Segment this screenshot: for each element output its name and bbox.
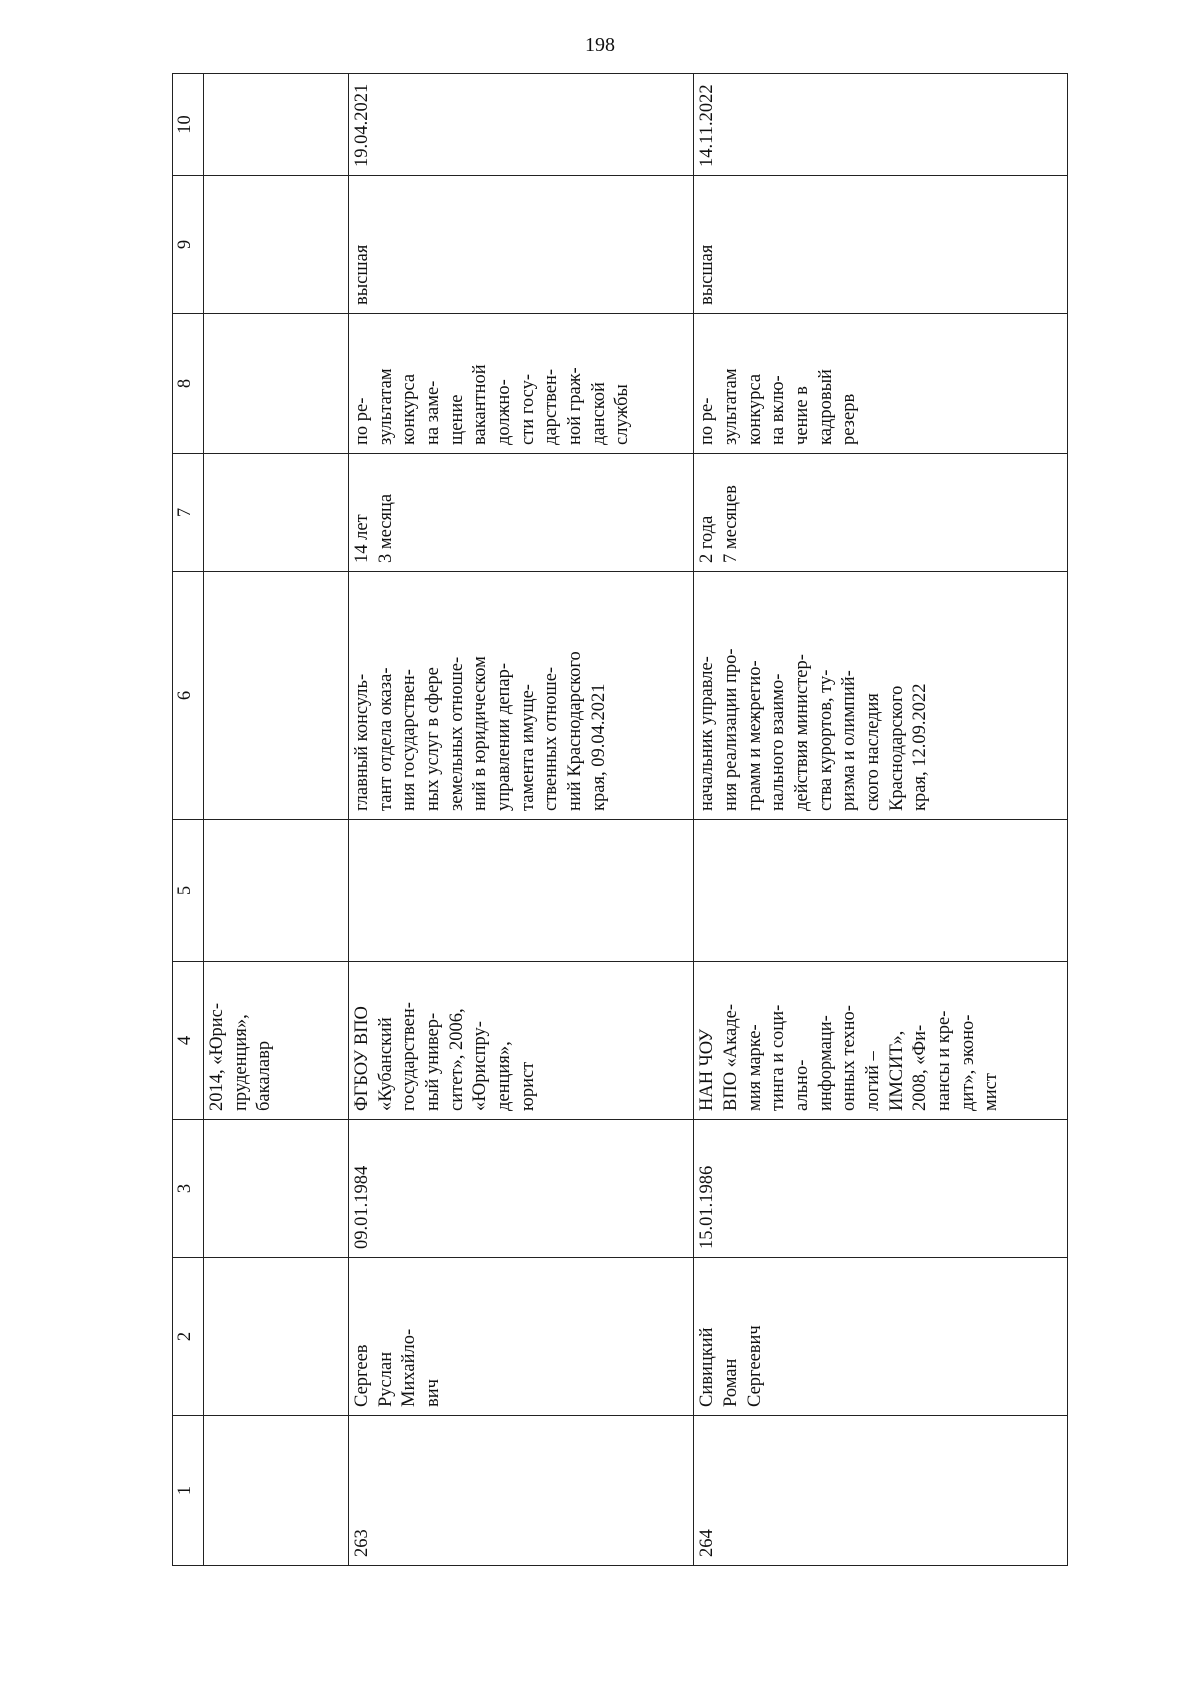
category: высшая: [349, 176, 694, 314]
column-header: 3: [173, 1120, 204, 1258]
table-cell: [204, 1258, 349, 1416]
row-number: 263: [349, 1416, 694, 1566]
appointment-basis: по ре- зультатам конкурса на вклю- чение в кадровый резерв: [694, 314, 1068, 454]
table-cell: [204, 74, 349, 176]
column-header: 5: [173, 820, 204, 962]
table-row: [349, 74, 694, 1566]
table-cell: [204, 314, 349, 454]
table-cell: [204, 1120, 349, 1258]
education: НАН ЧОУ ВПО «Акаде- мия марке- тинга и соци- ально- информаци- онных техно- логий – ИМСИТ», 2008, «Фи- нансы и кре- дит», эконо- мист: [694, 962, 1068, 1120]
date: 19.04.2021: [349, 74, 694, 176]
column-header: 7: [173, 454, 204, 572]
date: 14.11.2022: [694, 74, 1068, 176]
birth-date: 15.01.1986: [694, 1120, 1068, 1258]
table-cell: [204, 454, 349, 572]
birth-date: 09.01.1984: [349, 1120, 694, 1258]
appointment-basis: по ре- зультатам конкурса на заме- щение вакантной должно- сти госу- дарствен- ной граж- данской службы: [349, 314, 694, 454]
full-name: Сергеев Руслан Михайло- вич: [349, 1258, 694, 1416]
personnel-table: [172, 73, 1068, 1566]
table-cell: [204, 572, 349, 820]
column-number-row: [173, 74, 204, 1566]
column-header: 10: [173, 74, 204, 176]
education: ФГБОУ ВПО «Кубанский государствен- ный универ- ситет», 2006, «Юриспру- денция», юрист: [349, 962, 694, 1120]
position: главный консуль- тант отдела оказа- ния государствен- ных услуг в сфере земельных отноше- ний в юридическом управлении депар- тамента имуще- ственных отноше- ний Краснодарского края, 09.04.2021: [349, 572, 694, 820]
position: начальник управле- ния реализации про- грамм и межрегио- нального взаимо- действия министер- ства курортов, ту- ризма и олимпий- ского наследия Краснодарского края, 12.09.2022: [694, 572, 1068, 820]
table-cell: [349, 820, 694, 962]
full-name: Сивицкий Роман Сергеевич: [694, 1258, 1068, 1416]
row-number: 264: [694, 1416, 1068, 1566]
continuation-row: [204, 74, 349, 1566]
column-header: 2: [173, 1258, 204, 1416]
column-header: 4: [173, 962, 204, 1120]
table-cell: [204, 820, 349, 962]
table-row: [694, 74, 1068, 1566]
service-length: 14 лет 3 месяца: [349, 454, 694, 572]
column-header: 6: [173, 572, 204, 820]
column-header: 8: [173, 314, 204, 454]
rotated-table-container: [172, 74, 1068, 1566]
table-cell: [694, 820, 1068, 962]
table-cell: 2014, «Юрис- пруденция», бакалавр: [204, 962, 349, 1120]
column-header: 9: [173, 176, 204, 314]
service-length: 2 года 7 месяцев: [694, 454, 1068, 572]
table-cell: [204, 1416, 349, 1566]
category: высшая: [694, 176, 1068, 314]
column-header: 1: [173, 1416, 204, 1566]
page-number: 198: [585, 34, 615, 56]
table-cell: [204, 176, 349, 314]
